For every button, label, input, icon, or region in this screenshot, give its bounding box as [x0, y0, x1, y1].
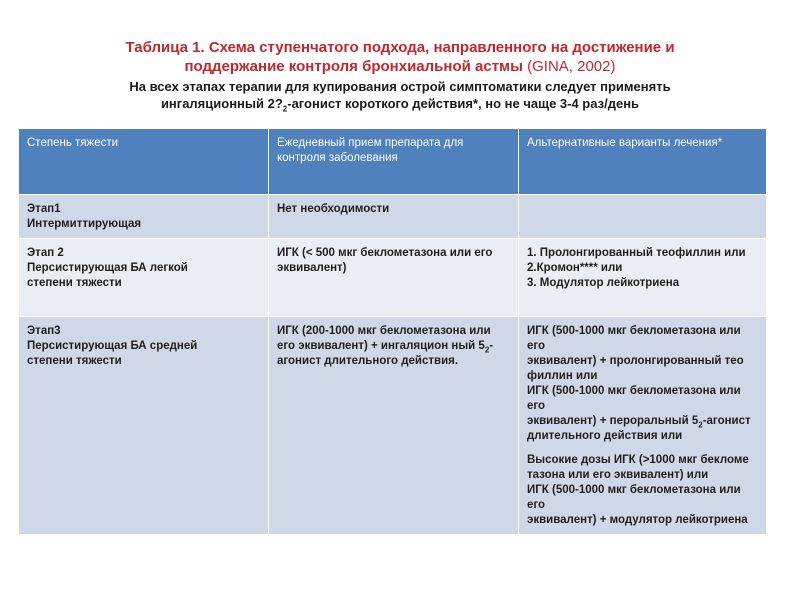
stage-name: Этап1 [27, 203, 61, 215]
daily-cell [269, 317, 519, 535]
alternative-item: ИГК (500-1000 мкг беклометазона или его [527, 325, 741, 352]
title-line-2: поддержание контроля бронхиальной астмы [184, 58, 523, 75]
alternative-cell [519, 317, 767, 535]
alternative-item: 3. Модулятор лейкотриена [527, 277, 680, 289]
header-severity: Степень тяжести [19, 129, 269, 195]
header-daily: Ежедневный прием препарата для контроля заболевания [269, 129, 519, 195]
alternative-item: эквивалент) + модулятор лейкотриена [527, 514, 748, 526]
spacer [527, 444, 758, 453]
title-source: (GINA, 2002) [527, 58, 616, 75]
alternative-item: ИГК (500-1000 мкг беклометазона или его [527, 484, 741, 511]
subtitle-line-2-post: -агонист короткого действия*, но не чаще 3-4 раз/день [287, 96, 640, 111]
stage-cell [19, 195, 269, 239]
therapy-table [18, 128, 767, 535]
alternative-cell [519, 195, 767, 239]
stage-name: Этап3 [27, 325, 61, 337]
table-row [19, 195, 767, 239]
page-title [40, 38, 760, 76]
header-alternative: Альтернативные варианты лечения* [519, 129, 767, 195]
stage-name: Этап 2 [27, 247, 64, 259]
stage-description: Персистирующая БА средней [27, 340, 198, 352]
daily-text-end: -агонист длительного действия. [277, 340, 494, 367]
page-subtitle [40, 78, 760, 112]
alternative-item: 1. Пролонгированный теофиллин или [527, 247, 746, 259]
daily-text: ИГК (< 500 мкг беклометазона или его эквивалент) [277, 247, 493, 274]
stage-description: степени тяжести [27, 277, 122, 289]
subtitle-line-2-pre: ингаляционный 2? [160, 96, 283, 111]
alternative-oral-end: -агонист [702, 415, 751, 427]
daily-cell [269, 195, 519, 239]
table-header-row [19, 129, 767, 195]
title-line-1: Таблица 1. Схема ступенчатого подхода, направленного на достижение и [125, 39, 675, 56]
daily-cell [269, 239, 519, 317]
daily-text: ИГК (200-1000 мкг беклометазона или его эквивалент) + ингаляцион ный 5 [277, 325, 491, 352]
alternative-subscript: 2 [698, 420, 703, 430]
alternative-item: Высокие дозы ИГК (>1000 мкг бекломе тазона или его эквивалент) или [527, 454, 749, 481]
alternative-item: ИГК (500-1000 мкг беклометазона или его [527, 385, 741, 412]
stage-cell [19, 317, 269, 535]
alternative-item: эквивалент) + пролонгированный тео [527, 355, 744, 367]
stage-cell [19, 239, 269, 317]
stage-description: Интермиттирующая [27, 218, 142, 230]
alternative-cell [519, 239, 767, 317]
stage-description: степени тяжести [27, 355, 122, 367]
table-row [19, 239, 767, 317]
alternative-item [527, 414, 758, 429]
alternative-oral: эквивалент) + пероральный 5 [527, 415, 699, 427]
daily-subscript: 2 [484, 345, 490, 355]
alternative-item: 2.Кромон**** или [527, 262, 623, 274]
subtitle-subscript: 2 [282, 104, 288, 114]
daily-text: Нет необходимости [277, 203, 390, 215]
table-row [19, 317, 767, 535]
alternative-item: длительного действия или [527, 430, 683, 442]
alternative-item: филлин или [527, 370, 598, 382]
stage-description: Персистирующая БА легкой [27, 262, 188, 274]
subtitle-line-1: На всех этапах терапии для купирования острой симптоматики следует применять [129, 79, 671, 94]
